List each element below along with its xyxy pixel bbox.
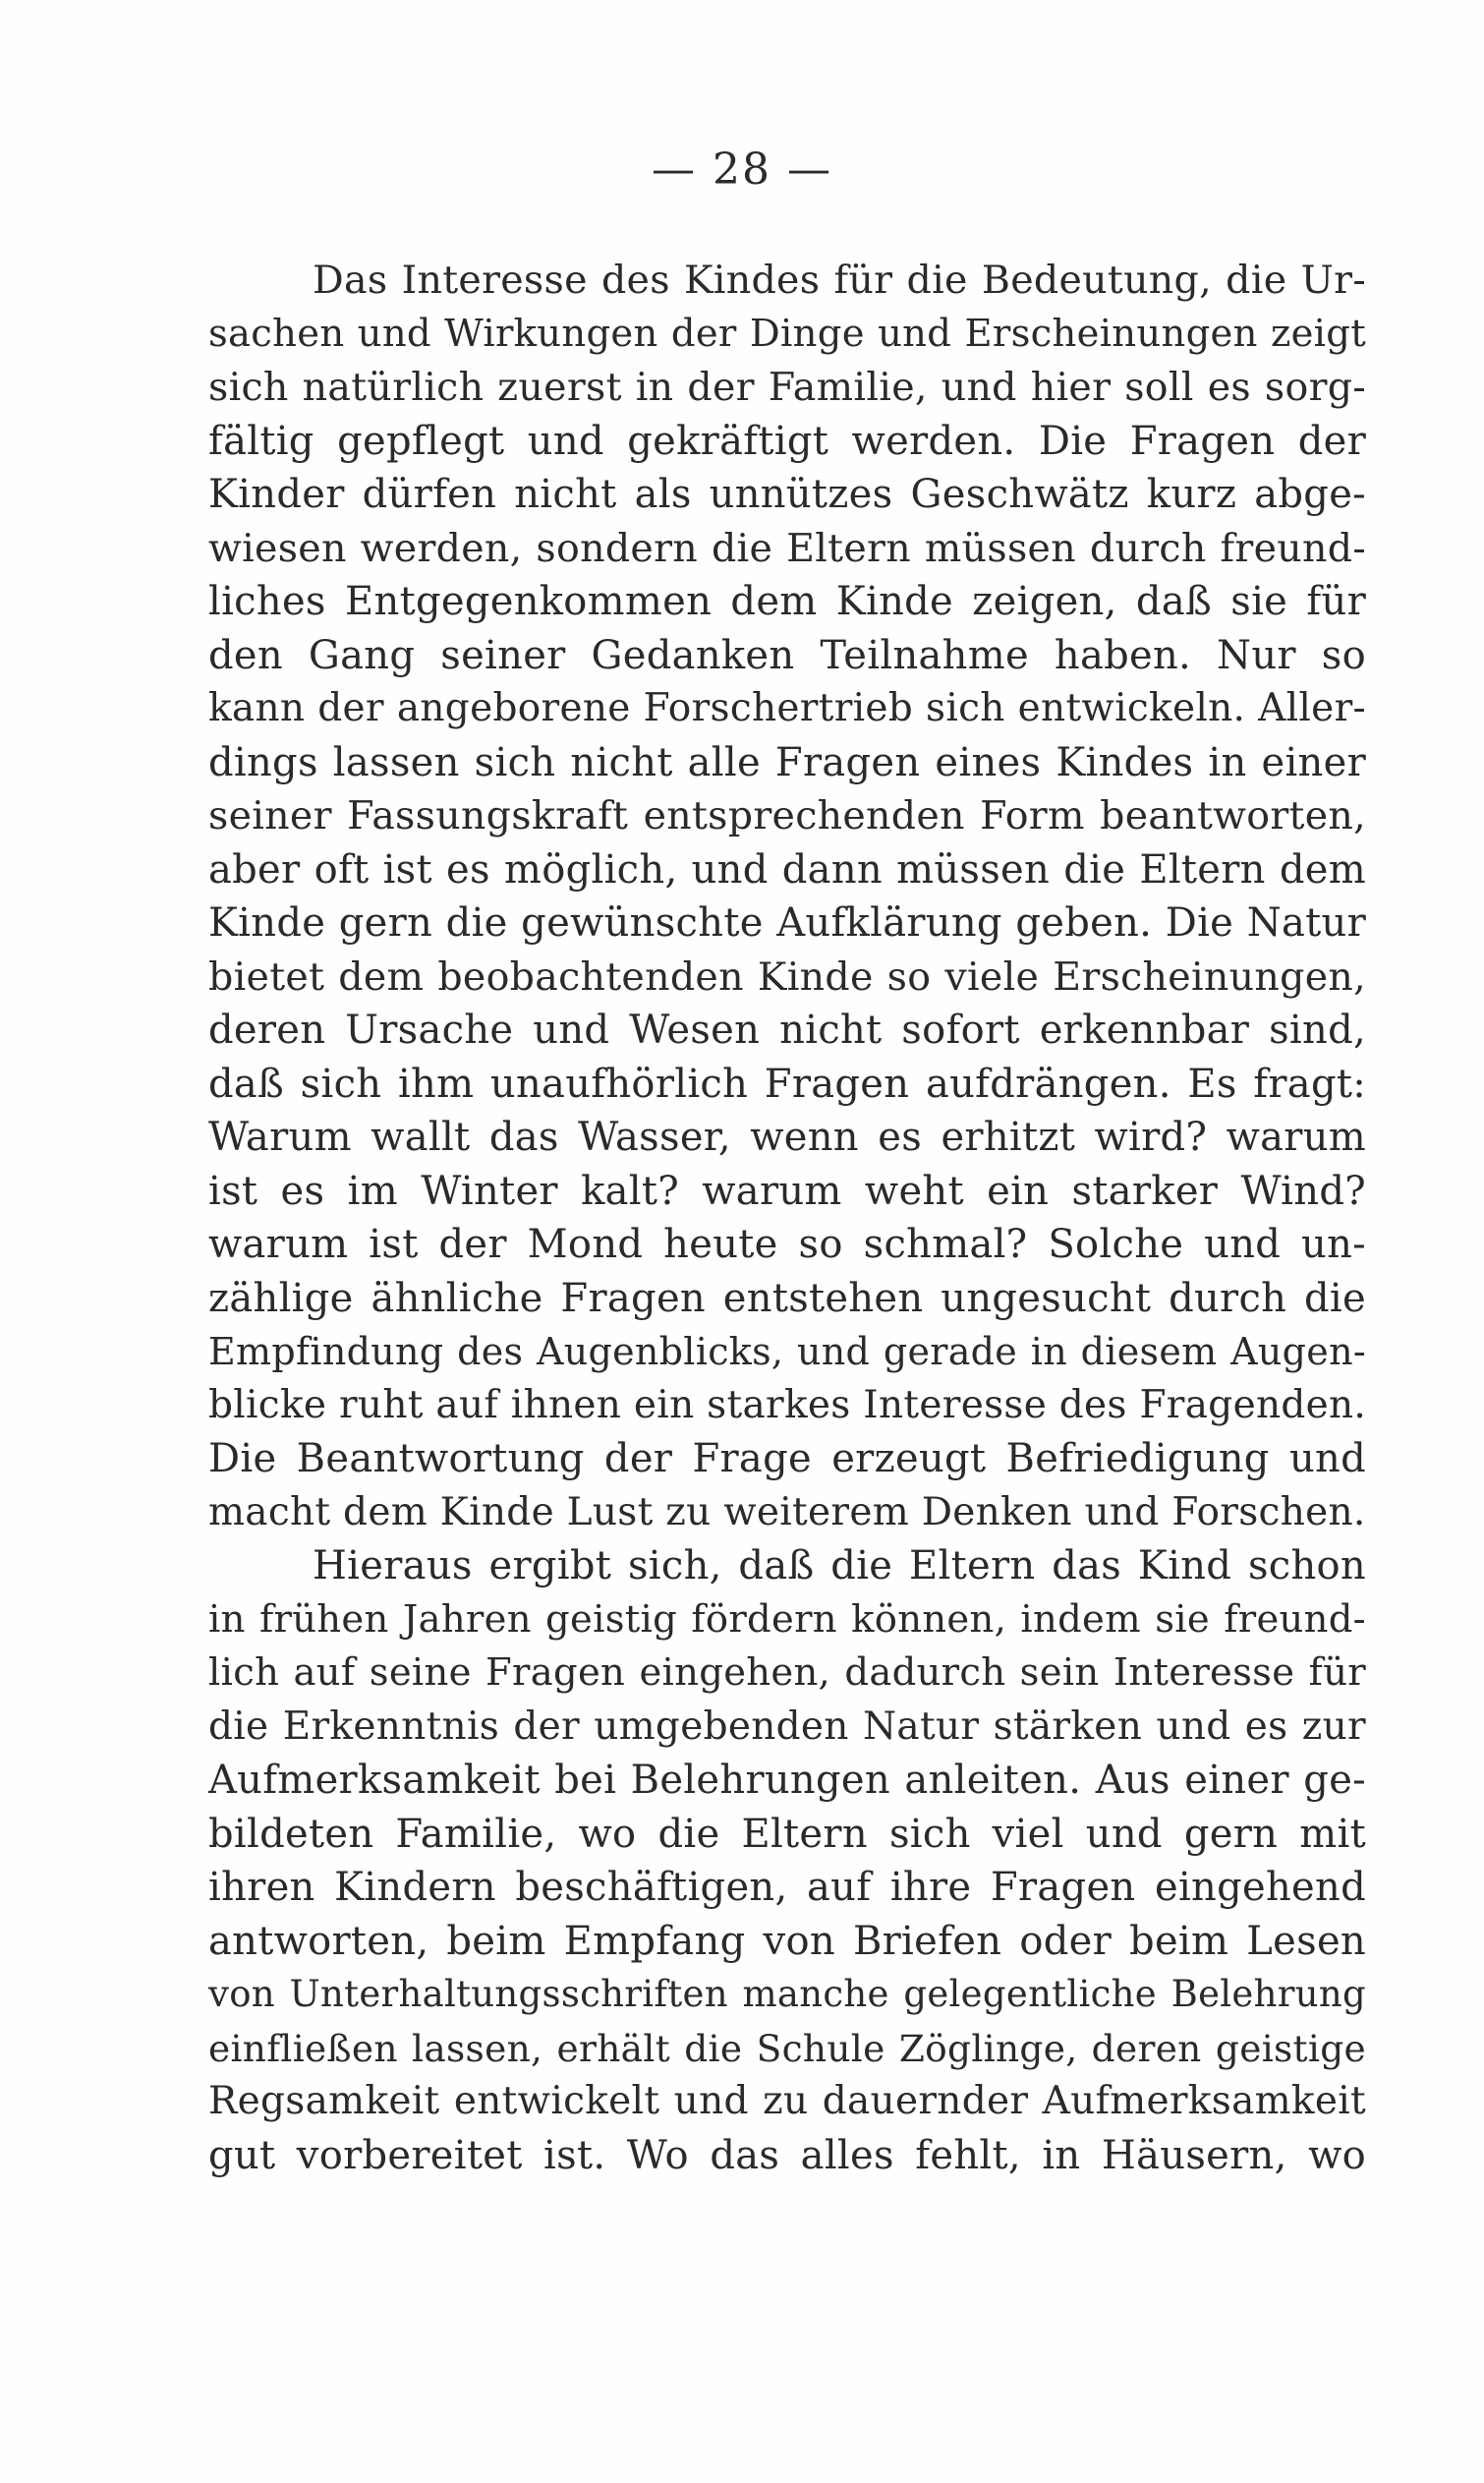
text-line: aber oft ist es möglich, und dann müssen die Eltern dem [208,846,1366,893]
text-line: warum ist der Mond heute so schmal? Solche und un- [208,1222,1366,1267]
text-line: zählige ähnliche Fragen entstehen ungesucht durch die [208,1275,1366,1321]
paragraph [208,254,1366,1539]
text-line: bietet dem beobachtenden Kinde so viele Erscheinungen, [208,953,1366,1000]
paragraph [208,1539,1366,2182]
text-line: sich natürlich zuerst in der Familie, und hier soll es sorg- [208,365,1366,410]
text-line: lich auf seine Fragen eingehen, dadurch sein Interesse für [208,1650,1366,1695]
text-line: sachen und Wirkungen der Dinge und Erscheinungen zeigt [208,311,1366,356]
text-line: den Gang seiner Gedanken Teilnahme haben. Nur so [208,632,1366,678]
text-line: dings lassen sich nicht alle Fragen eines Kindes in einer [208,739,1366,785]
page-number: — 28 — [652,144,832,195]
text-line: Aufmerksamkeit bei Belehrungen anleiten. Aus einer ge- [208,1758,1366,1803]
text-line: Hieraus ergibt sich, daß die Eltern das Kind schon [313,1543,1366,1588]
text-line: Kinder dürfen nicht als unnützes Geschwätz kurz abge- [208,472,1366,517]
text-line: Regsamkeit entwickelt und zu dauernder Aufmerksamkeit [208,2079,1366,2123]
text-line: kann der angeborene Forschertrieb sich entwickeln. Aller- [208,686,1366,730]
text-line: Die Beantwortung der Frage erzeugt Befriedigung und [208,1436,1366,1481]
text-line: Das Interesse des Kindes für die Bedeutung, die Ur- [313,258,1366,303]
text-line: Empfindung des Augenblicks, und gerade in diesem Augen- [208,1330,1366,1373]
body-text [208,254,1366,2182]
text-line: Warum wallt das Wasser, wenn es erhitzt wird? warum [208,1115,1366,1160]
text-line: die Erkenntnis der umgebenden Natur stärken und es zur [208,1703,1366,1749]
text-line: wiesen werden, sondern die Eltern müssen durch freund- [208,525,1366,571]
text-line: Kinde gern die gewünschte Aufklärung geben. Die Natur [208,900,1366,946]
text-line: von Unterhaltungsschriften manche gelegentliche Belehrung [208,1973,1366,2015]
text-line: gut vorbereitet ist. Wo das alles fehlt, in Häusern, wo [208,2132,1366,2178]
text-line: seiner Fassungskraft entsprechenden Form beantworten, [208,793,1366,838]
text-line: deren Ursache und Wesen nicht sofort erkennbar sind, [208,1008,1366,1053]
text-line: fältig gepflegt und gekräftigt werden. Die Fragen der [208,418,1366,464]
text-line: macht dem Kinde Lust zu weiterem Denken und Forschen. [208,1489,1366,1534]
text-line: antworten, beim Empfang von Briefen oder beim Lesen [208,1918,1366,1964]
text-line: blicke ruht auf ihnen ein starkes Interesse des Fragenden. [208,1382,1367,1427]
text-line: ist es im Winter kalt? warum weht ein starker Wind? [208,1168,1366,1214]
text-line: liches Entgegenkommen dem Kinde zeigen, daß sie für [208,579,1366,624]
text-line: daß sich ihm unaufhörlich Fragen aufdrängen. Es fragt: [208,1061,1366,1107]
text-line: einfließen lassen, erhält die Schule Zöglinge, deren geistige [208,2026,1366,2070]
text-line: bildeten Familie, wo die Eltern sich viel und gern mit [208,1811,1366,1857]
text-line: in frühen Jahren geistig fördern können, indem sie freund- [208,1596,1366,1642]
text-line: ihren Kindern beschäftigen, auf ihre Fragen eingehend [208,1865,1366,1910]
